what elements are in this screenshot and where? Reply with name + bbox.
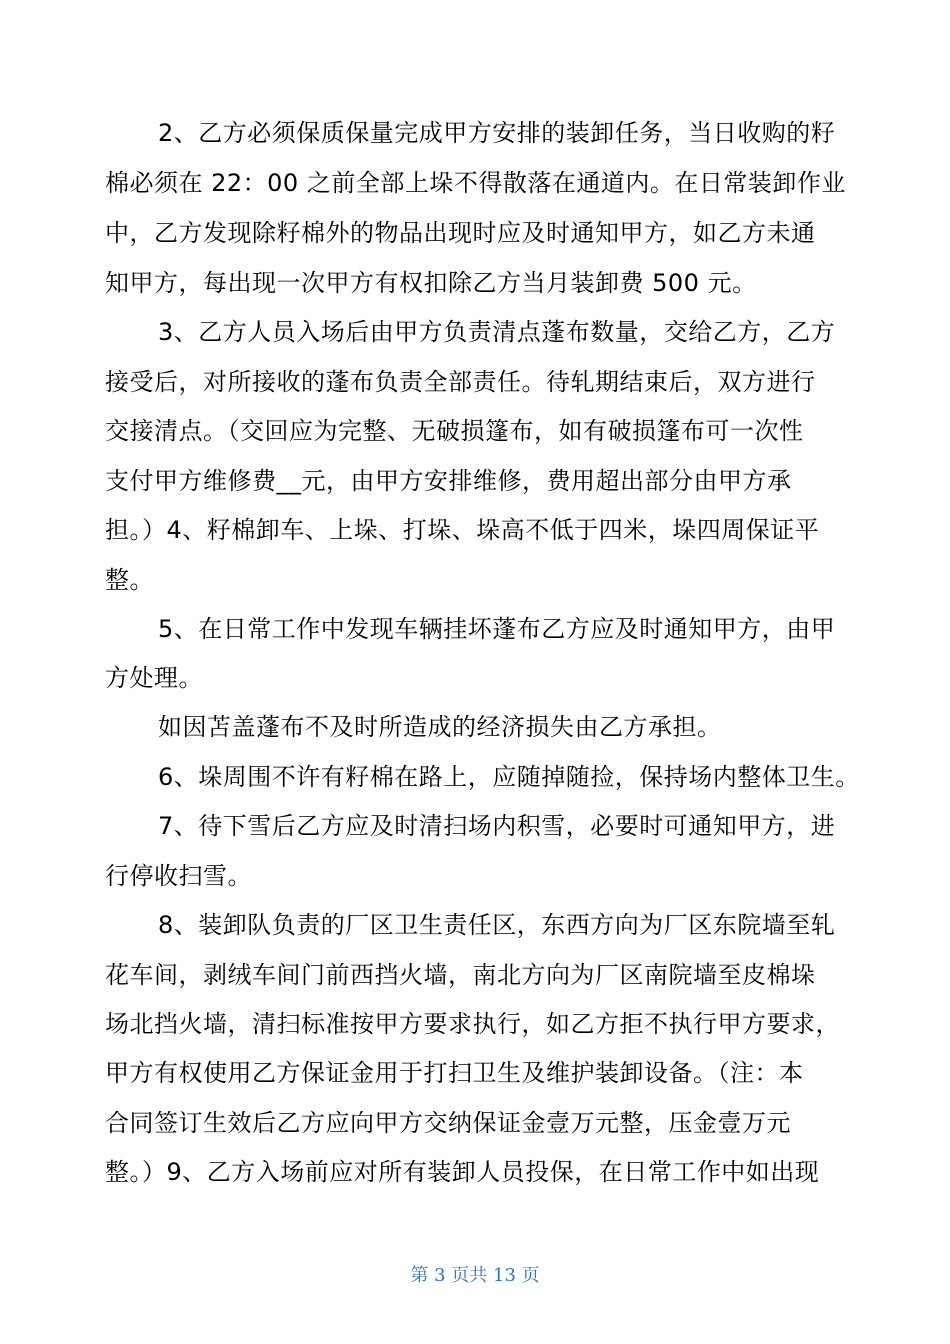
paragraph-8-line-1: 8、装卸队负责的厂区卫生责任区，东西方向为厂区东院墙至轧 xyxy=(158,911,836,939)
paragraph-7-line-1: 7、待下雪后乙方应及时清扫场内积雪，必要时可通知甲方，进 xyxy=(158,812,836,840)
paragraph-8-line-4: 甲方有权使用乙方保证金用于打扫卫生及维护装卸设备。（注：本 xyxy=(105,1059,804,1087)
paragraph-5-line-2: 方处理。 xyxy=(105,664,203,692)
paragraph-2-line-4: 知甲方，每出现一次甲方有权扣除乙方当月装卸费 500 元。 xyxy=(105,269,757,297)
paragraph-3-line-4: 支付甲方维修费__元，由甲方安排维修，费用超出部分由甲方承 xyxy=(105,467,792,495)
paragraph-8-line-6: 整。）9、乙方入场前应对所有装卸人员投保，在日常工作中如出现 xyxy=(105,1158,820,1186)
paragraph-3-line-5: 担。）4、籽棉卸车、上垛、打垛、垛高不低于四米，垛四周保证平 xyxy=(105,516,820,544)
paragraph-3-line-3: 交接清点。（交回应为完整、无破损篷布，如有破损篷布可一次性 xyxy=(105,417,804,445)
page-number-footer: 第 3 页共 13 页 xyxy=(410,1265,540,1286)
paragraph-6-line-1: 6、垛周围不许有籽棉在路上，应随掉随捡，保持场内整体卫生。 xyxy=(158,763,860,791)
paragraph-5-line-1: 5、在日常工作中发现车辆挂坏蓬布乙方应及时通知甲方，由甲 xyxy=(158,615,836,643)
paragraph-2-line-3: 中，乙方发现除籽棉外的物品出现时应及时通知甲方，如乙方未通 xyxy=(105,219,816,247)
paragraph-3-line-1: 3、乙方人员入场后由甲方负责清点蓬布数量，交给乙方，乙方 xyxy=(158,318,836,346)
paragraph-loss-line: 如因苫盖蓬布不及时所造成的经济损失由乙方承担。 xyxy=(158,713,722,741)
paragraph-3-line-6: 整。 xyxy=(105,566,154,594)
paragraph-7-line-2: 行停收扫雪。 xyxy=(105,862,252,890)
paragraph-2-line-1: 2、乙方必须保质保量完成甲方安排的装卸任务，当日收购的籽 xyxy=(158,119,836,147)
paragraph-8-line-2: 花车间，剥绒车间门前西挡火墙，南北方向为厂区南院墙至皮棉垛 xyxy=(105,961,816,989)
paragraph-2-line-2: 棉必须在 22：00 之前全部上垛不得散落在通道内。在日常装卸作业 xyxy=(105,169,846,197)
paragraph-8-line-5: 合同签订生效后乙方应向甲方交纳保证金壹万元整，压金壹万元 xyxy=(105,1109,791,1137)
paragraph-8-line-3: 场北挡火墙，清扫标准按甲方要求执行，如乙方拒不执行甲方要求， xyxy=(105,1010,840,1038)
paragraph-3-line-2: 接受后，对所接收的蓬布负责全部责任。待轧期结束后，双方进行 xyxy=(105,368,816,396)
